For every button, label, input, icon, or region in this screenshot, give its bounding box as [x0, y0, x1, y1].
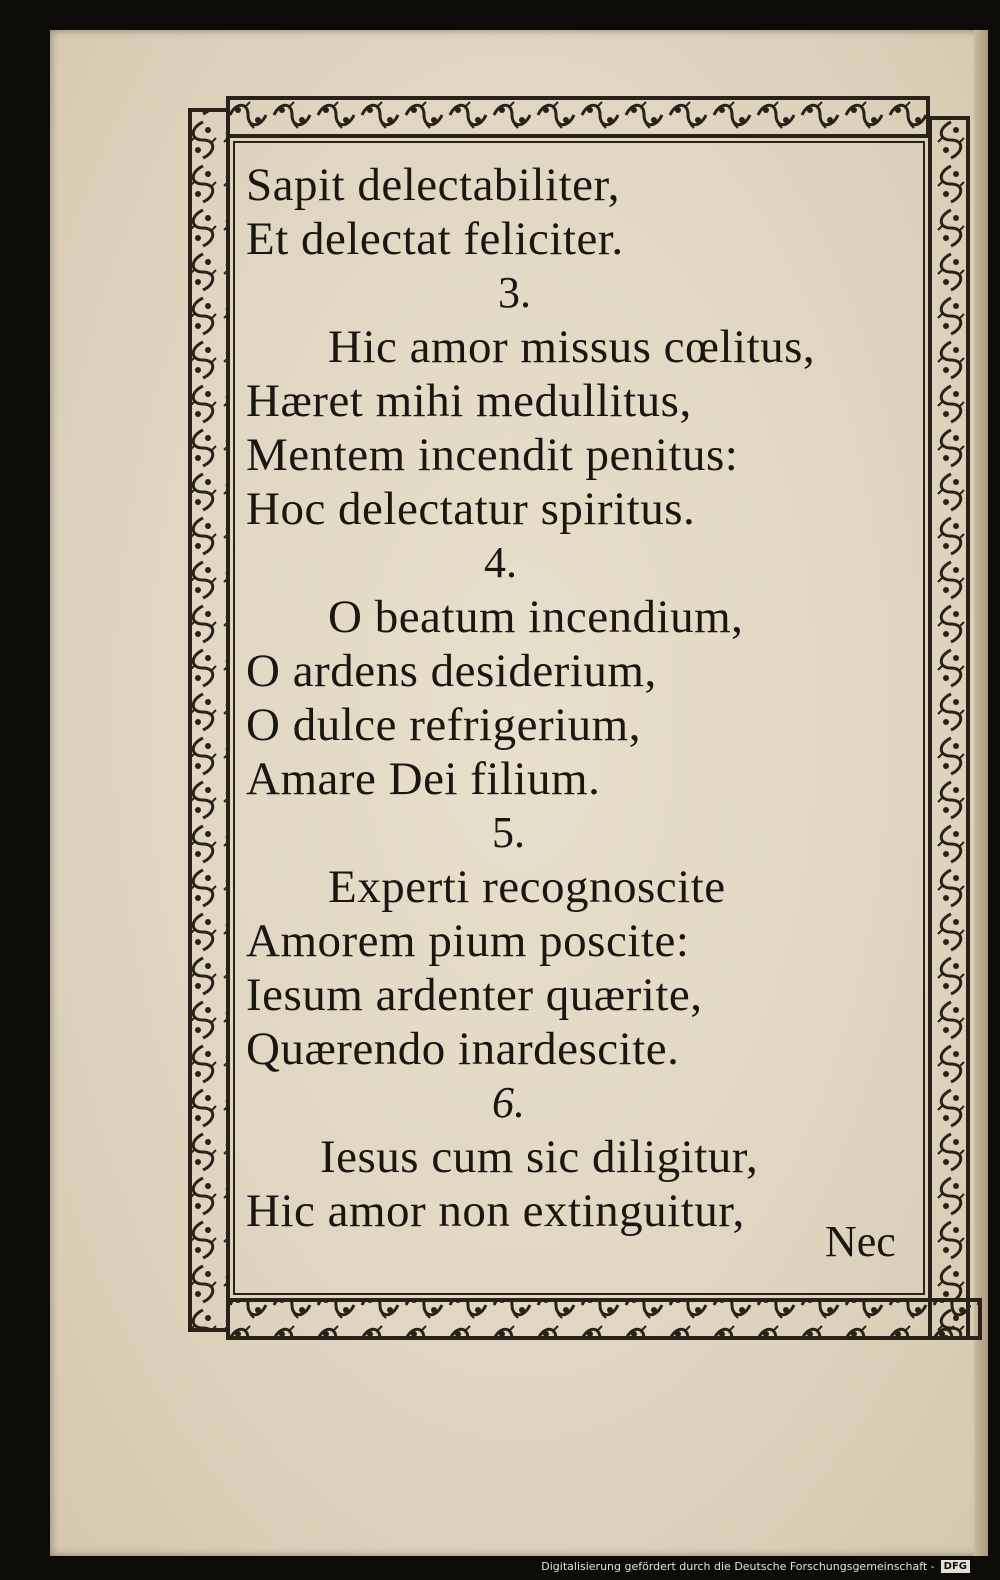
verse-line: Hic amor non extinguitur, [246, 1185, 745, 1237]
verse-line: Quærendo inardescite. [246, 1023, 680, 1075]
stanza-number: 3. [498, 268, 531, 317]
dfg-logo-icon: DFG [941, 1560, 970, 1573]
stanza-number: 6. [492, 1078, 525, 1127]
verse-line: Sapit delectabiliter, [246, 159, 621, 211]
book-page [50, 30, 988, 1556]
verse-line: O ardens desiderium, [246, 645, 657, 697]
verse-line: Iesum ardenter quærite, [246, 969, 703, 1021]
poem-text [246, 158, 886, 1238]
verse-line: Et delectat feliciter. [246, 213, 624, 265]
catchword: Nec [825, 1217, 896, 1266]
digitization-credit [541, 1556, 970, 1576]
verse-line: O dulce refrigerium, [246, 699, 641, 751]
verse-line: Amare Dei filium. [246, 753, 601, 805]
credit-text: Digitalisierung gefördert durch die Deutsche Forschungsgemeinschaft - [541, 1559, 935, 1573]
stanza-number: 4. [484, 538, 517, 587]
verse-line: Iesus cum sic diligitur, [320, 1131, 759, 1183]
verse-line: O beatum incendium, [328, 591, 744, 643]
verse-line: Hoc delectatur spiritus. [246, 483, 696, 535]
stanza-number: 5. [492, 808, 525, 857]
verse-line: Hæret mihi medullitus, [246, 375, 692, 427]
verse-line: Hic amor missus cœlitus, [328, 321, 816, 373]
verse-line: Experti recognoscite [328, 861, 726, 913]
verse-line: Mentem incendit penitus: [246, 429, 739, 481]
verse-line: Amorem pium poscite: [246, 915, 690, 967]
